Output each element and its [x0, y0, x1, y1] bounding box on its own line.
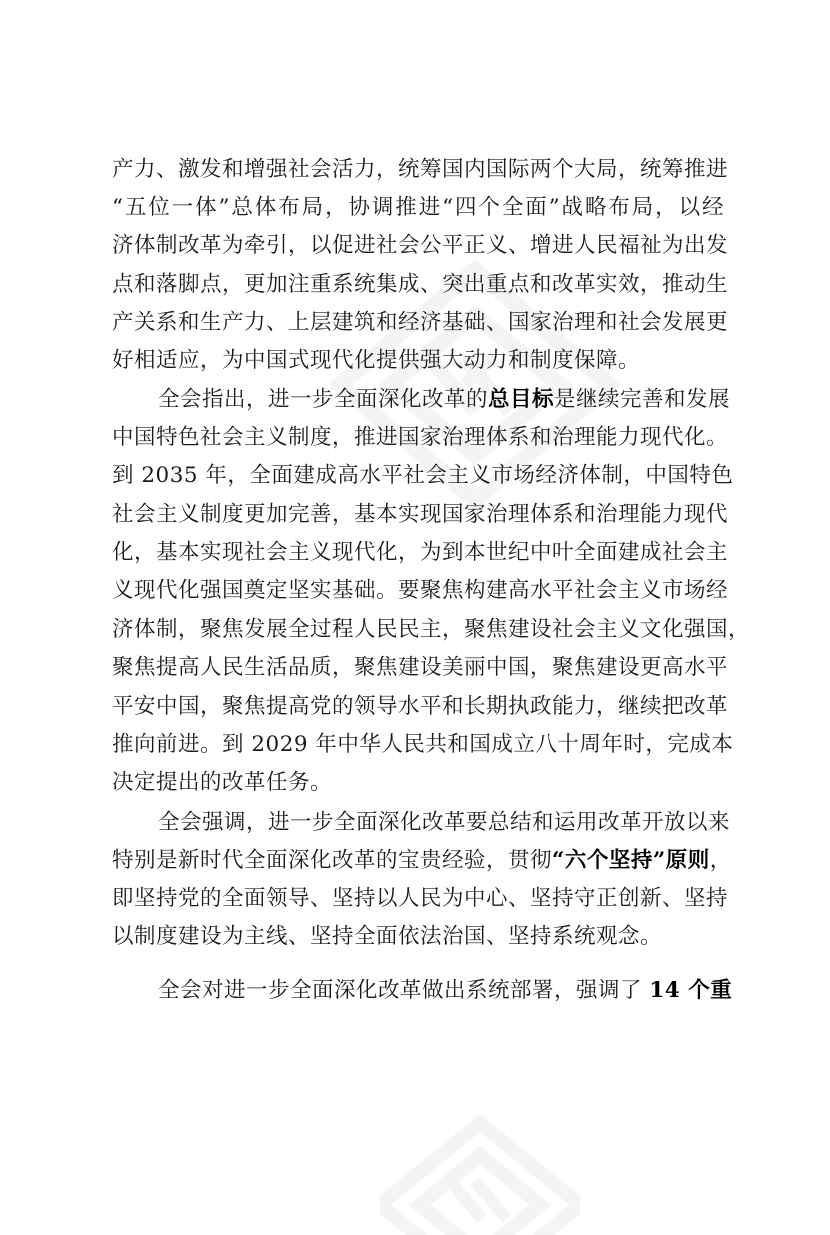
text-line: 平安中国，聚焦提高党的领导水平和长期执政能力，继续把改革 — [112, 694, 729, 719]
text-line: 济体制，聚焦发展全过程人民民主，聚焦建设社会主义文化强国， — [112, 617, 751, 642]
text-span: 全会指出，进一步全面深化改革的 — [158, 387, 489, 412]
text-span: 全会对进一步全面深化改革做出系统部署，强调了 — [158, 978, 650, 1003]
diamond-logo-watermark-partial-icon — [380, 1115, 580, 1235]
text-line: 好相适应，为中国式现代化提供强大动力和制度保障。 — [112, 348, 641, 373]
text-line: 以制度建设为主线、坚持全面依法治国、坚持系统观念。 — [112, 924, 663, 949]
text-line: 产力、激发和增强社会活力，统筹国内国际两个大局，统筹推进 — [112, 157, 729, 182]
text-line: 义现代化强国奠定坚实基础。要聚焦构建高水平社会主义市场经 — [112, 578, 729, 603]
bold-term-six-principles: “六个坚持”原则 — [552, 848, 710, 873]
text-span: ， — [709, 848, 732, 873]
text-line: “五位一体”总体布局，协调推进“四个全面”战略布局，以经 — [112, 195, 724, 220]
text-line: 全会强调，进一步全面深化改革要总结和运用改革开放以来 — [158, 810, 731, 835]
text-span: 是继续完善和发展 — [554, 387, 731, 412]
text-line-with-bold — [158, 976, 733, 1006]
bold-term-14-key: 14 个重 — [649, 978, 733, 1003]
text-span: 特别是新时代全面深化改革的宝贵经验，贯彻 — [112, 848, 553, 873]
text-line: 推向前进。到 2029 年中华人民共和国成立八十周年时，完成本 — [112, 732, 734, 757]
text-line: 点和落脚点，更加注重系统集成、突出重点和改革实效，推动生 — [112, 272, 729, 297]
text-line-with-bold — [158, 385, 731, 415]
text-line: 到 2035 年，全面建成高水平社会主义市场经济体制，中国特色 — [112, 463, 734, 488]
text-line: 社会主义制度更加完善，基本实现国家治理体系和治理能力现代 — [112, 502, 729, 527]
text-line: 济体制改革为牵引，以促进社会公平正义、增进人民福祉为出发 — [112, 233, 729, 258]
text-line: 产关系和生产力、上层建筑和经济基础、国家治理和社会发展更 — [112, 310, 729, 335]
text-line: 聚焦提高人民生活品质，聚焦建设美丽中国，聚焦建设更高水平 — [112, 655, 729, 680]
text-line: 即坚持党的全面领导、坚持以人民为中心、坚持守正创新、坚持 — [112, 886, 729, 911]
text-line: 决定提出的改革任务。 — [112, 770, 333, 795]
text-line-with-bold — [112, 846, 732, 876]
bold-term-total-goal: 总目标 — [488, 387, 555, 412]
text-line: 中国特色社会主义制度，推进国家治理体系和治理能力现代化。 — [112, 425, 729, 450]
text-line: 化，基本实现社会主义现代化，为到本世纪中叶全面建成社会主 — [112, 540, 729, 565]
